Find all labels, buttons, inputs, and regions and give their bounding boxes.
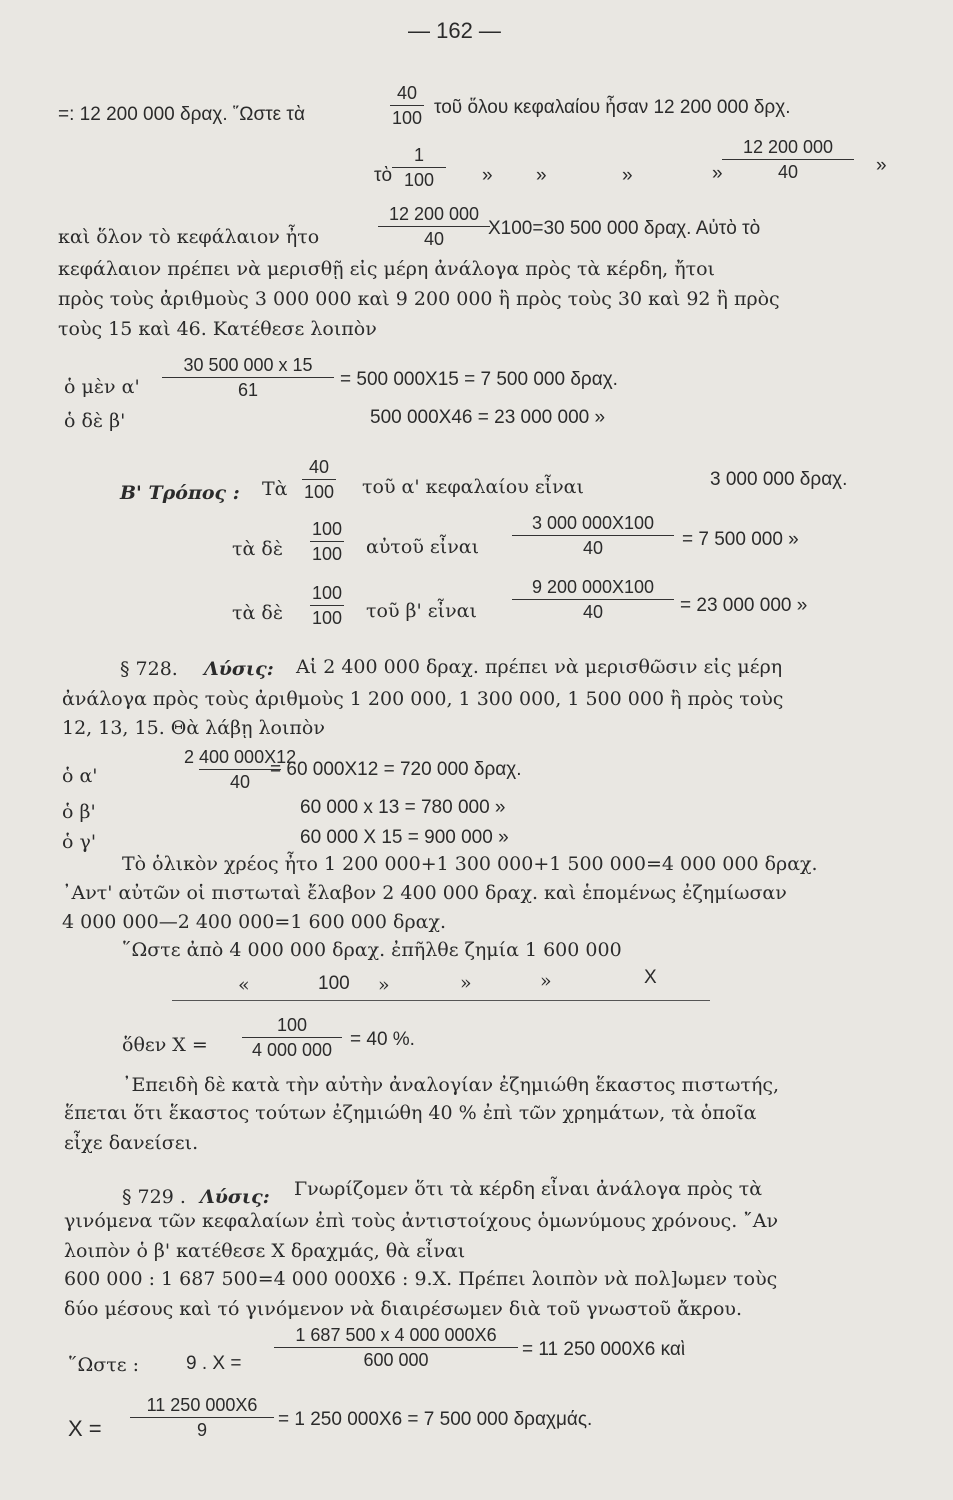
- numerator: 1: [413, 145, 424, 165]
- row-3-ta: τὰ δὲ: [232, 602, 284, 624]
- section-729-number: § 729 .: [122, 1186, 186, 1208]
- beta-label: ὁ δὲ β': [64, 410, 126, 432]
- text-line: τοὺς 15 καὶ 46. Κατέθεσε λοιπὸν: [58, 318, 377, 340]
- o-b-result: 60 000 x 13 = 780 000 »: [300, 797, 506, 818]
- row-2-ta: τὰ δὲ: [232, 538, 284, 560]
- numerator: 12 200 000: [742, 137, 834, 157]
- line-1-start: =: 12 200 000 δραχ. ῞Ωστε τὰ: [58, 104, 305, 125]
- text-line: 12, 13, 15. Θὰ λάβῃ λοιπὸν: [62, 717, 325, 739]
- numerator: 2 400 000X12: [184, 747, 297, 767]
- text-line: ᾿Επειδὴ δὲ κατὰ τὴν αὐτὴν ἀναλογίαν ἐζημιώθη ἕκαστος πιστωτής,: [122, 1074, 780, 1096]
- line-3-start: καὶ ὅλον τὸ κεφάλαιον ἦτο: [58, 226, 320, 248]
- method-2-text: τοῦ α' κεφαλαίου εἶναι: [362, 476, 584, 498]
- line-2-start: τὸ: [374, 165, 393, 186]
- fraction-100-4000000: [242, 1016, 342, 1059]
- fraction-final-1: [274, 1326, 518, 1369]
- denominator: 100: [310, 605, 344, 627]
- o-g-label: ὁ γ': [62, 831, 97, 853]
- denominator: 40: [378, 226, 490, 248]
- section-728-label: Λύσις:: [204, 658, 274, 680]
- final-result-1: = 11 250 000X6 καὶ: [522, 1339, 686, 1360]
- ditto: »: [460, 972, 472, 994]
- ditto-5: »: [876, 155, 887, 176]
- o-g-result: 60 000 X 15 = 900 000 »: [300, 827, 509, 848]
- fraction-12200000-40: [722, 138, 854, 181]
- method-2-value: 3 000 000 δραχ.: [710, 469, 848, 490]
- fraction-100-100: [310, 584, 344, 627]
- fraction-1-100: [392, 146, 446, 189]
- denominator: 40: [722, 159, 854, 181]
- text-line: δύο μέσους καὶ τό γινόμενον νὰ διαιρέσωμεν διὰ τοῦ γνωστοῦ ἄκρου.: [64, 1298, 743, 1320]
- final-x-label: X =: [68, 1416, 102, 1441]
- numerator: 3 000 000X100: [531, 513, 655, 533]
- o-b-label: ὁ β': [62, 801, 96, 823]
- denominator: 100: [392, 167, 446, 189]
- final-label: ῞Ωστε :: [68, 1354, 140, 1376]
- section-728-text: Αἱ 2 400 000 δραχ. πρέπει νὰ μερισθῶσιν εἰς μέρη: [296, 656, 783, 678]
- text-line: κεφάλαιον πρέπει νὰ μερισθῇ εἰς μέρη ἀνάλογα πρὸς τὰ κέρδη, ἤτοι: [58, 258, 715, 280]
- text-line: γινόμενα τῶν κεφαλαίων ἐπὶ τοὺς ἀντιστοίχους ὁμωνύμους χρόνους. ῎Αν: [64, 1210, 779, 1232]
- fraction-capital: [378, 205, 490, 248]
- denominator: 61: [162, 377, 334, 399]
- numerator: 40: [309, 457, 330, 477]
- numerator: 9 200 000X100: [531, 577, 655, 597]
- alpha-label: ὁ μὲν α': [64, 376, 140, 398]
- hothen-label: ὅθεν X =: [122, 1034, 208, 1056]
- row-3-value: = 23 000 000 »: [680, 595, 808, 616]
- fraction-row-2: [512, 514, 674, 557]
- fraction-final-2: [130, 1396, 274, 1439]
- alpha-result: = 500 000X15 = 7 500 000 δραχ.: [340, 369, 618, 390]
- ditto-2: »: [536, 165, 547, 186]
- prop-x: X: [644, 967, 657, 988]
- row-2-value: = 7 500 000 »: [682, 529, 799, 550]
- text-line: ἀνάλογα πρὸς τοὺς ἀριθμοὺς 1 200 000, 1 300 000, 1 500 000 ἢ πρὸς τοὺς: [62, 688, 784, 710]
- text-line: Τὸ ὁλικὸν χρέος ἦτο 1 200 000+1 300 000+1 500 000=4 000 000 δραχ.: [122, 853, 818, 875]
- text-line: εἶχε δανείσει.: [64, 1132, 199, 1154]
- text-line: πρὸς τοὺς ἀριθμοὺς 3 000 000 καὶ 9 200 000 ἢ πρὸς τοὺς 30 καὶ 92 ἢ πρὸς: [58, 288, 780, 310]
- denominator: 100: [390, 105, 424, 127]
- numerator: 12 200 000: [388, 204, 480, 224]
- denominator: 100: [310, 541, 344, 563]
- fraction-row-3: [512, 578, 674, 621]
- fraction-alpha: [162, 356, 334, 399]
- numerator: 100: [312, 519, 343, 539]
- ditto-1: »: [482, 165, 493, 186]
- text-line: ῞Ωστε ἀπὸ 4 000 000 δραχ. ἐπῆλθε ζημία 1 600 000: [122, 939, 622, 961]
- numerator: 40: [397, 83, 418, 103]
- section-729-label: Λύσις:: [200, 1186, 270, 1208]
- prop-value: 100: [318, 973, 350, 994]
- hothen-result: = 40 %.: [350, 1029, 415, 1050]
- denominator: 4 000 000: [242, 1037, 342, 1059]
- numerator: 1 687 500 x 4 000 000X6: [295, 1325, 497, 1345]
- line-1-end: τοῦ ὅλου κεφαλαίου ἦσαν 12 200 000 δρχ.: [434, 97, 791, 118]
- line-3-end: X100=30 500 000 δραχ. Αὐτὸ τὸ: [488, 218, 761, 239]
- numerator: 11 250 000X6: [146, 1395, 258, 1415]
- numerator: 30 500 000 x 15: [183, 355, 313, 375]
- text-line: ᾿Αντ' αὐτῶν οἱ πιστωταὶ ἔλαβον 2 400 000 δραχ. καὶ ἑπομένως ἐζημίωσαν: [62, 882, 787, 904]
- denominator: 40: [512, 535, 674, 557]
- denominator: 40: [199, 769, 281, 791]
- beta-result: 500 000X46 = 23 000 000 »: [370, 407, 606, 428]
- text-line: 4 000 000—2 400 000=1 600 000 δραχ.: [62, 911, 447, 933]
- denominator: 600 000: [274, 1347, 518, 1369]
- o-a-result: = 60 000X12 = 720 000 δραχ.: [270, 759, 522, 780]
- method-2-ta: Τὰ: [262, 478, 288, 500]
- denominator: 100: [302, 479, 336, 501]
- row-3-text: τοῦ β' εἶναι: [366, 600, 477, 622]
- ditto-4: »: [712, 163, 723, 184]
- text-line: 600 000 : 1 687 500=4 000 000X6 : 9.X. Πρέπει λοιπὸν νὰ πολ]ωμεν τοὺς: [64, 1268, 778, 1290]
- page-number: — 162 —: [408, 18, 501, 43]
- fraction-40-100: [302, 458, 336, 501]
- text-line: ἕπεται ὅτι ἕκαστος τούτων ἐζημιώθη 40 % ἐπὶ τῶν χρημάτων, τὰ ὁποῖα: [64, 1102, 757, 1124]
- method-2-label: Β' Τρόπος :: [120, 482, 240, 504]
- fraction-100-100: [310, 520, 344, 563]
- section-729-text: Γνωρίζομεν ὅτι τὰ κέρδη εἶναι ἀνάλογα πρὸς τὰ: [294, 1178, 763, 1200]
- ditto-open: «: [238, 974, 250, 996]
- numerator: 100: [312, 583, 343, 603]
- text-line: λοιπὸν ὁ β' κατέθεσε X δραχμάς, θὰ εἶναι: [64, 1240, 466, 1262]
- final-result-2: = 1 250 000X6 = 7 500 000 δραχμάς.: [278, 1409, 593, 1430]
- ditto-3: »: [622, 165, 633, 186]
- o-a-label: ὁ α': [62, 765, 98, 787]
- row-2-text: αὐτοῦ εἶναι: [366, 536, 480, 558]
- ditto: »: [378, 974, 390, 996]
- denominator: 9: [130, 1417, 274, 1439]
- section-728-number: § 728.: [120, 658, 178, 680]
- numerator: 100: [276, 1015, 308, 1035]
- ditto: »: [540, 970, 552, 992]
- separator-line: [172, 1000, 710, 1001]
- final-eq: 9 . X =: [186, 1353, 242, 1374]
- denominator: 40: [512, 599, 674, 621]
- fraction-40-100: [390, 84, 424, 127]
